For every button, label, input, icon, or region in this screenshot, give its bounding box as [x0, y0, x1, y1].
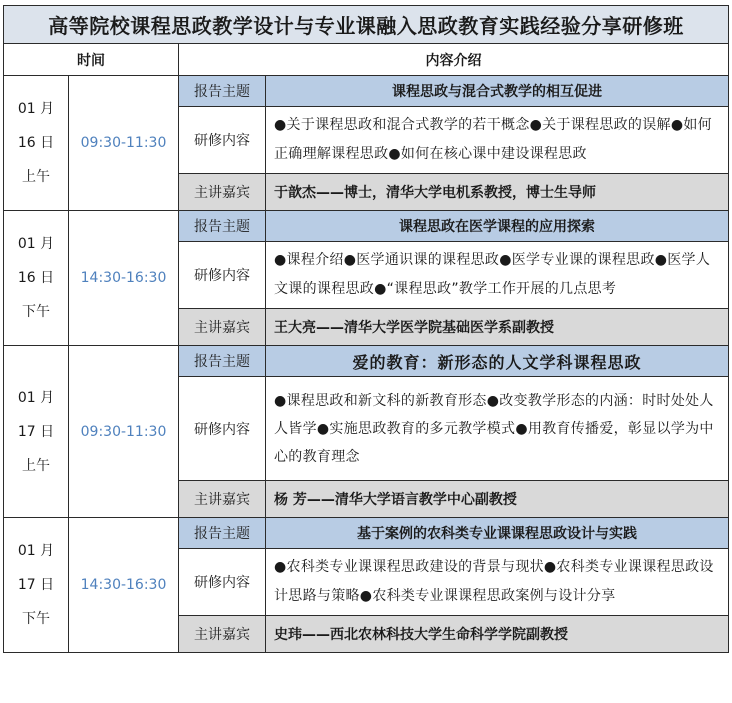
- speaker-value: 杨 芳——清华大学语言教学中心副教授: [266, 481, 729, 518]
- date-day: 17 日: [17, 423, 55, 440]
- header-content: 内容介绍: [179, 44, 729, 76]
- speaker-label: 主讲嘉宾: [179, 616, 266, 653]
- content-value: ●关于课程思政和混合式教学的若干概念●关于课程思政的误解●如何正确理解课程思政●如何在核心课中建设课程思政: [266, 107, 729, 174]
- topic-value: 课程思政与混合式教学的相互促进: [266, 76, 729, 107]
- date-month: 01 月: [17, 543, 55, 559]
- topic-value: 爱的教育：新形态的人文学科课程思政: [266, 346, 729, 377]
- content-label: 研修内容: [179, 242, 266, 309]
- session-time: 09:30-11:30: [69, 76, 179, 211]
- date-day: 16 日: [17, 270, 55, 286]
- content-value: ●课程思政和新文科的新教育形态●改变教学形态的内涵：时时处处人人皆学●实施思政教育的多元教学模式●用教育传播爱，彰显以学为中心的教育理念: [266, 377, 729, 481]
- session-2-topic-row: [4, 211, 729, 242]
- speaker-label: 主讲嘉宾: [179, 309, 266, 346]
- speaker-value: 王大亮——清华大学医学院基础医学系副教授: [266, 309, 729, 346]
- topic-value: 基于案例的农科类专业课课程思政设计与实践: [266, 518, 729, 549]
- session-time: 09:30-11:30: [69, 346, 179, 518]
- speaker-label: 主讲嘉宾: [179, 481, 266, 518]
- content-label: 研修内容: [179, 107, 266, 174]
- date-month: 01 月: [17, 101, 55, 117]
- content-label: 研修内容: [179, 377, 266, 481]
- session-date: [4, 346, 69, 518]
- date-day: 16 日: [17, 135, 55, 151]
- date-day: 17 日: [17, 577, 55, 593]
- page-title: 高等院校课程思政教学设计与专业课融入思政教育实践经验分享研修班: [4, 6, 729, 44]
- schedule-table: [3, 5, 729, 653]
- topic-label: 报告主题: [179, 211, 266, 242]
- speaker-value: 于歆杰——博士，清华大学电机系教授，博士生导师: [266, 174, 729, 211]
- date-period: 下午: [22, 611, 50, 627]
- topic-value: 课程思政在医学课程的应用探索: [266, 211, 729, 242]
- date-month: 01 月: [17, 236, 55, 252]
- header-time: 时间: [4, 44, 179, 76]
- date-period: 上午: [22, 169, 50, 185]
- date-period: 下午: [22, 304, 50, 320]
- content-value: ●农科类专业课课程思政建设的背景与现状●农科类专业课课程思政设计思路与策略●农科类专业课课程思政案例与设计分享: [266, 549, 729, 616]
- topic-label: 报告主题: [179, 76, 266, 107]
- topic-label: 报告主题: [179, 346, 266, 377]
- content-label: 研修内容: [179, 549, 266, 616]
- date-period: 上午: [22, 457, 50, 474]
- speaker-label: 主讲嘉宾: [179, 174, 266, 211]
- session-4-topic-row: [4, 518, 729, 549]
- header-row: [4, 44, 729, 76]
- session-time: 14:30-16:30: [69, 518, 179, 653]
- session-3-topic-row: [4, 346, 729, 377]
- title-row: [4, 6, 729, 44]
- speaker-value: 史玮——西北农林科技大学生命科学学院副教授: [266, 616, 729, 653]
- session-time: 14:30-16:30: [69, 211, 179, 346]
- session-date: [4, 76, 69, 211]
- session-date: [4, 518, 69, 653]
- session-1-topic-row: [4, 76, 729, 107]
- content-value: ●课程介绍●医学通识课的课程思政●医学专业课的课程思政●医学人文课的课程思政●“课程思政”教学工作开展的几点思考: [266, 242, 729, 309]
- date-month: 01 月: [17, 389, 55, 406]
- session-date: [4, 211, 69, 346]
- topic-label: 报告主题: [179, 518, 266, 549]
